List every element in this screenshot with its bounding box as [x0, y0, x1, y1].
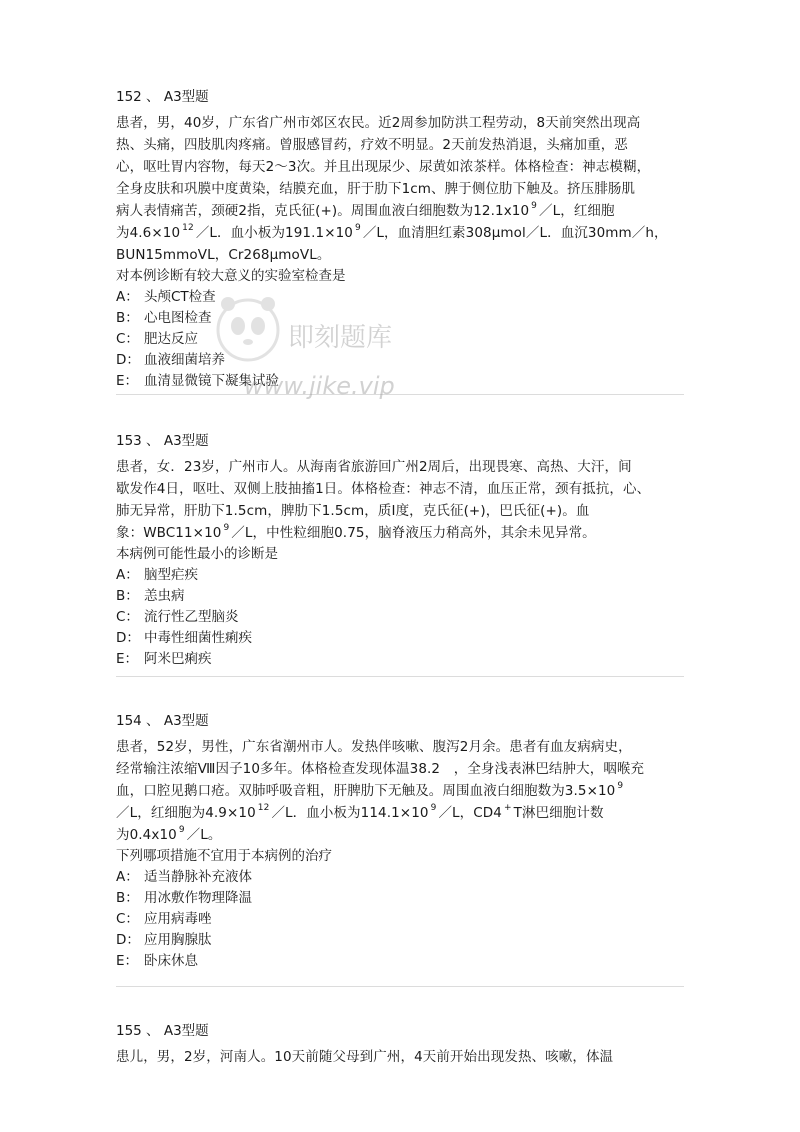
- option-a[interactable]: A： 头颅CT检查: [116, 289, 216, 305]
- stem-line: 患者，男，40岁，广东省广州市郊区农民。近2周参加防洪工程劳动，8天前突然出现高: [116, 115, 641, 131]
- stem-line: 肺无异常，肝肋下1.5cm，脾肋下1.5cm，质I度，克氏征(+)，巴氏征(+)。血: [116, 503, 590, 519]
- stem-line: 患儿，男，2岁，河南人。10天前随父母到广州，4天前开始出现发热、咳嗽，体温: [116, 1049, 614, 1065]
- stem-line: 经常输注浓缩Ⅷ因子10多年。体格检查发现体温38.2 ，全身浅表淋巴结肿大，咽喉充: [116, 761, 645, 777]
- option-e[interactable]: E： 阿米巴痢疾: [116, 651, 212, 667]
- stem-line: 血，口腔见鹅口疮。双肺呼吸音粗，肝脾肋下无触及。周围血液白细胞数为3.5×10 $^9$: [116, 781, 624, 799]
- option-b[interactable]: B： 用冰敷作物理降温: [116, 890, 252, 906]
- question-153: [116, 430, 686, 670]
- question-154: [116, 710, 686, 972]
- divider: [116, 986, 684, 987]
- option-c[interactable]: C： 肥达反应: [116, 331, 198, 347]
- stem-line: 为0.4x10 $^9$ ／L。: [116, 825, 222, 843]
- question-header: 152 、 A3型题: [116, 89, 209, 105]
- stem-line: 象：WBC11×10 $^9$ ／L，中性粒细胞0.75，脑脊液压力稍高外，其余未见异常。: [116, 523, 596, 541]
- question-stem: [116, 736, 686, 846]
- question-stem: [116, 1046, 686, 1068]
- stem-line: BUN15mmoVL，Cr268μmoVL。: [116, 247, 331, 263]
- option-c[interactable]: C： 流行性乙型脑炎: [116, 609, 239, 625]
- watermark-url: www.jike.vip: [244, 372, 395, 400]
- question-155: [116, 1020, 686, 1068]
- option-a[interactable]: A： 适当静脉补充液体: [116, 869, 252, 885]
- stem-line: 患者，52岁，男性，广东省潮州市人。发热伴咳嗽、腹泻2月余。患者有血友病病史，: [116, 739, 632, 755]
- option-d[interactable]: D： 中毒性细菌性痢疾: [116, 630, 252, 646]
- question-header: 154 、 A3型题: [116, 713, 209, 729]
- question-prompt: 本病例可能性最小的诊断是: [116, 546, 278, 562]
- stem-line: ／L，红细胞为4.9×10 $^{12}$ ／L．血小板为114.1×10 $^9$ ／L，CD4 + T淋巴细胞计数: [116, 803, 604, 821]
- option-d[interactable]: D： 应用胸腺肽: [116, 932, 212, 948]
- question-header: 153 、 A3型题: [116, 433, 209, 449]
- stem-line: 热、头痛，四肢肌肉疼痛。曾服感冒药，疗效不明显。2天前发热消退，头痛加重，恶: [116, 137, 628, 153]
- stem-line: 病人表情痛苦，颈硬2指，克氏征(+)。周围血液白细胞数为12.1x10 $^9$ ／L，红细胞: [116, 201, 615, 219]
- option-b[interactable]: B： 心电图检查: [116, 310, 212, 326]
- option-a[interactable]: A： 脑型疟疾: [116, 567, 198, 583]
- question-prompt: 对本例诊断有较大意义的实验室检查是: [116, 268, 346, 284]
- divider: [116, 676, 684, 677]
- option-c[interactable]: C： 应用病毒唑: [116, 911, 212, 927]
- stem-line: 为4.6×10 $^{12}$ ／L．血小板为191.1×10 $^9$ ／L，血清胆红素308μmol／L．血沉30mm／h，: [116, 223, 668, 241]
- stem-line: 全身皮肤和巩膜中度黄染，结膜充血，肝于肋下1cm、脾于侧位肋下触及。挤压腓肠肌: [116, 181, 636, 197]
- question-header: 155 、 A3型题: [116, 1023, 209, 1039]
- option-d[interactable]: D： 血液细菌培养: [116, 352, 225, 368]
- option-b[interactable]: B： 恙虫病: [116, 588, 185, 604]
- stem-line: 心，呕吐胃内容物，每天2～3次。并且出现尿少、尿黄如浓茶样。体格检查：神志模糊，: [116, 159, 651, 175]
- stem-line: 歇发作4日，呕吐、双侧上肢抽搐1日。体格检查：神志不清，血压正常，颈有抵抗，心、: [116, 481, 651, 497]
- stem-line: 患者，女．23岁，广州市人。从海南省旅游回广州2周后，出现畏寒、高热、大汗，间: [116, 459, 632, 475]
- option-e[interactable]: E： 卧床休息: [116, 953, 198, 969]
- question-152: [116, 86, 686, 392]
- divider: [116, 394, 684, 395]
- question-stem: [116, 112, 686, 266]
- option-e[interactable]: E： 血清显微镜下凝集试验: [116, 373, 279, 389]
- question-stem: [116, 456, 686, 544]
- watermark-brand: 即刻题库: [288, 323, 393, 353]
- question-prompt: 下列哪项措施不宜用于本病例的治疗: [116, 848, 332, 864]
